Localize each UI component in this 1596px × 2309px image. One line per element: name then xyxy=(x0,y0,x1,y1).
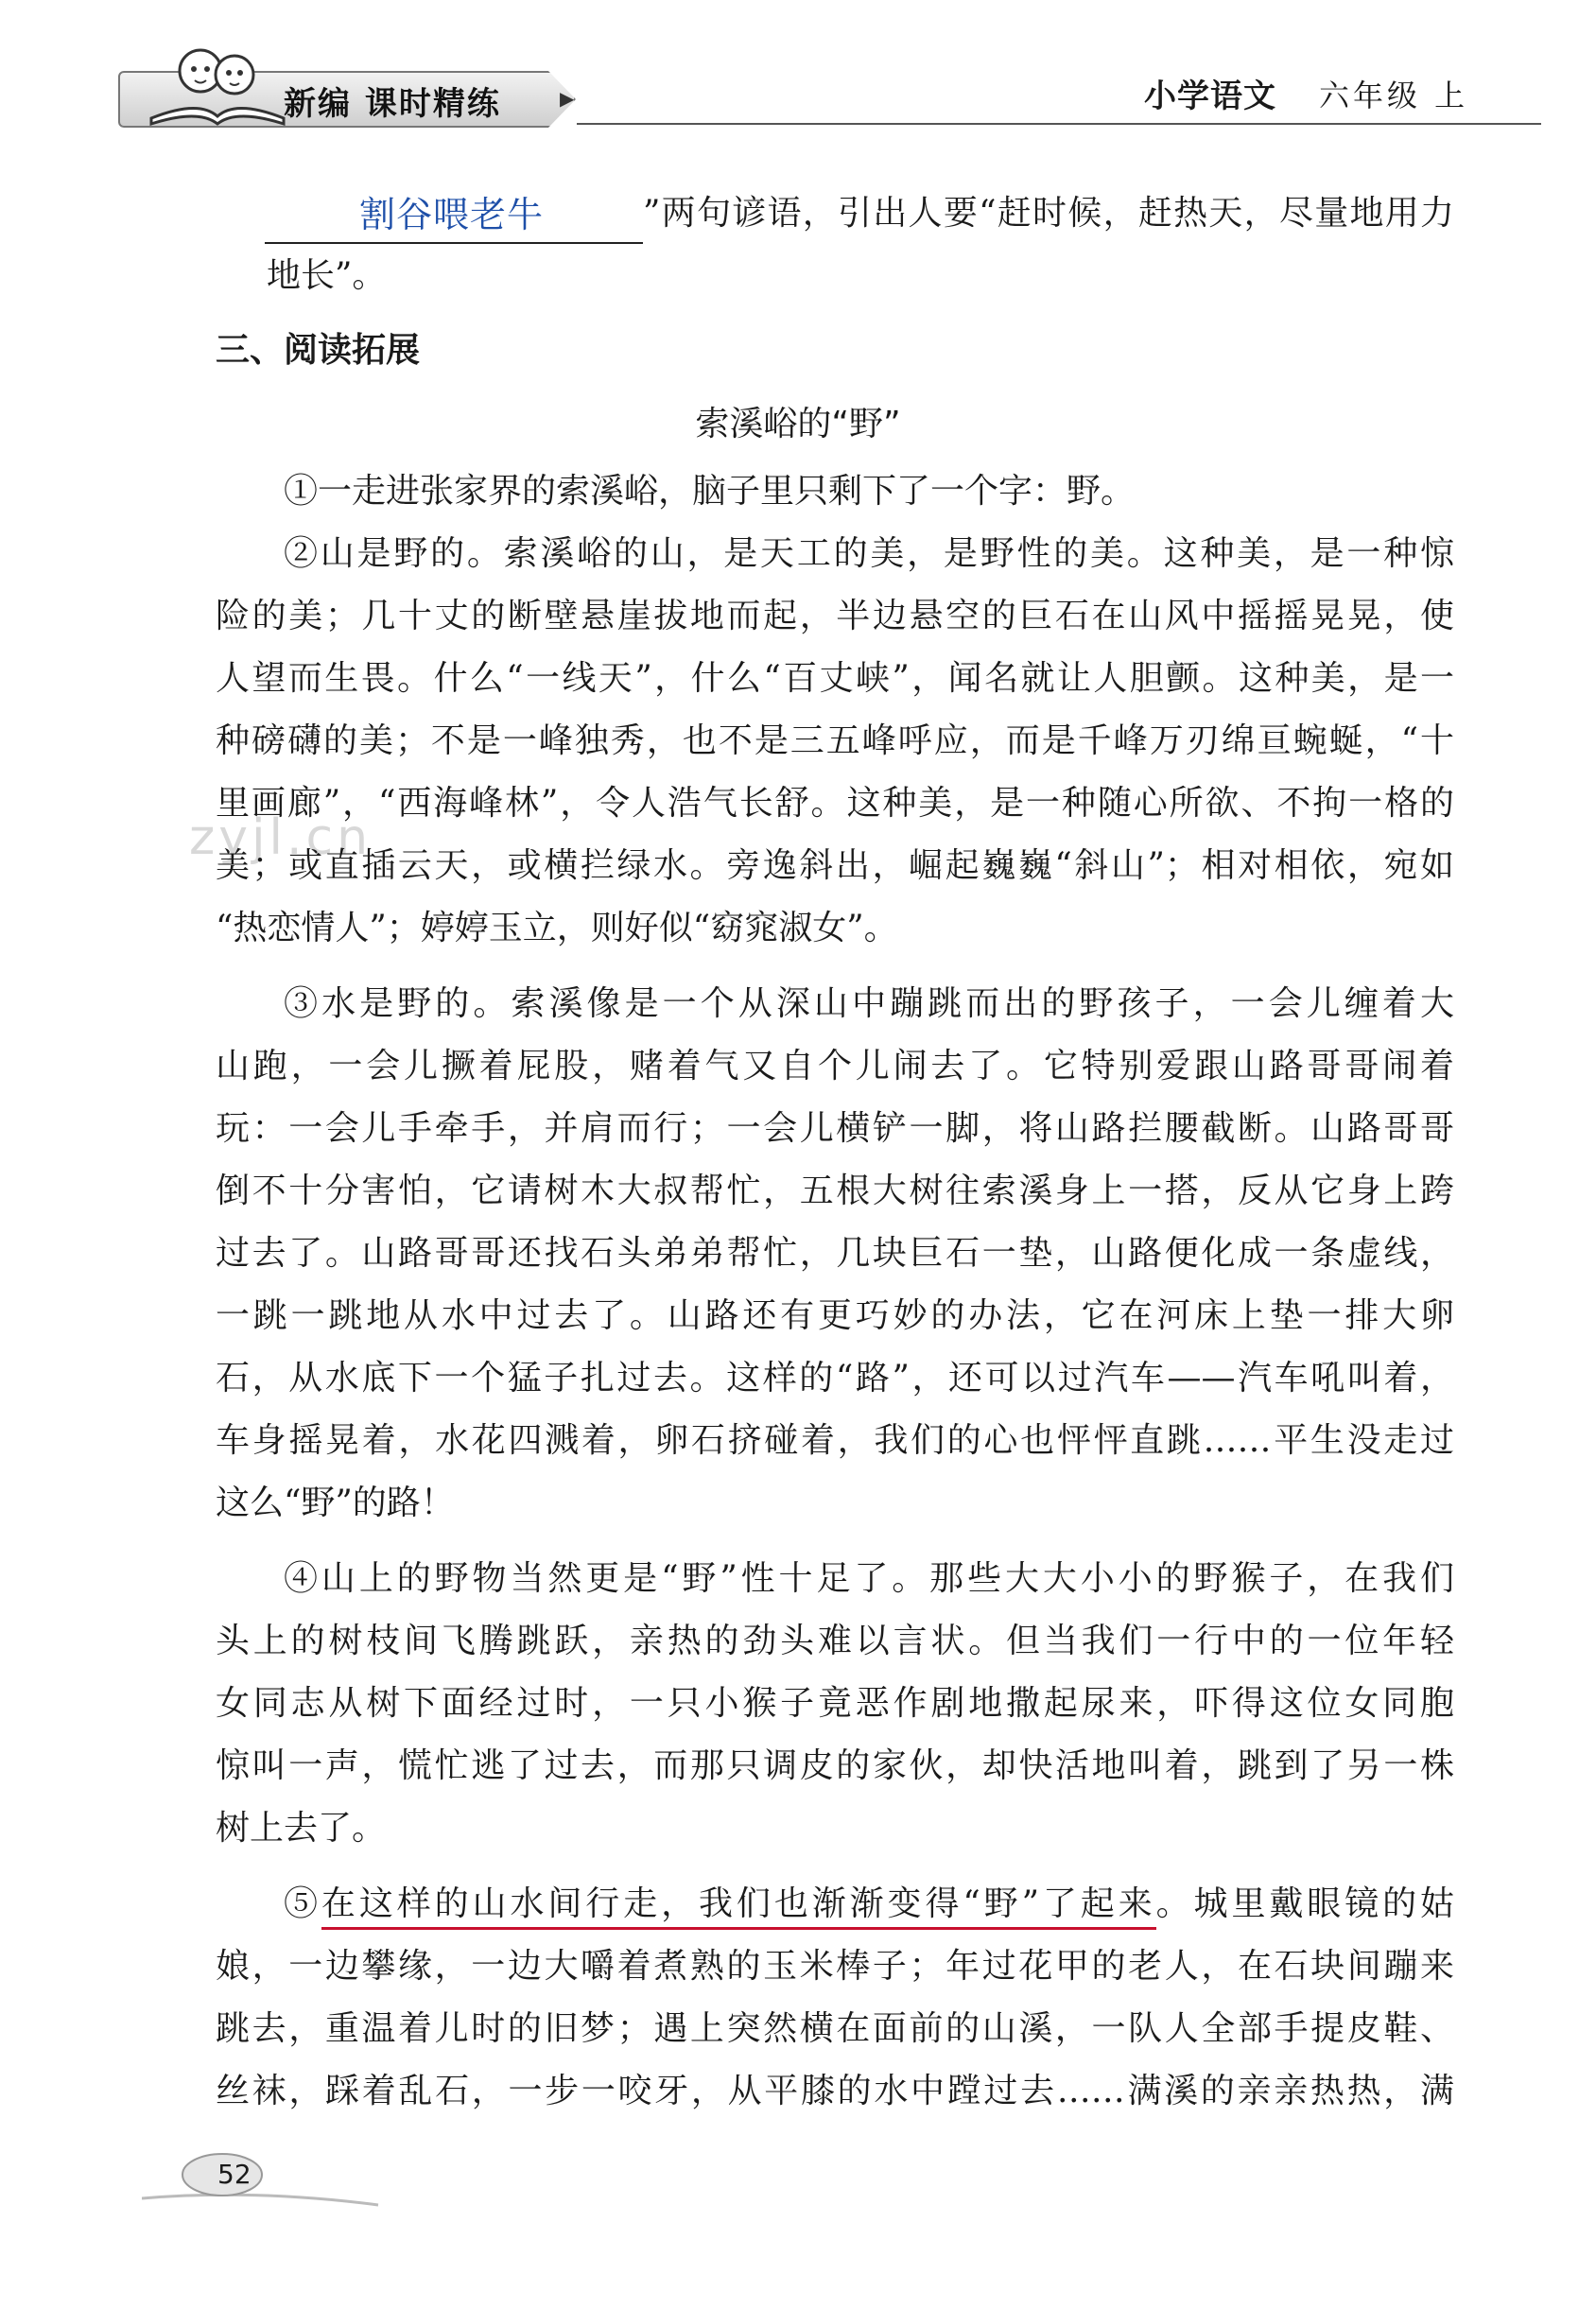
subject-label: 小学语文 xyxy=(1144,78,1276,115)
paragraph-line: ②山是野的。索溪峪的山，是天工的美，是野性的美。这种美，是一种惊 xyxy=(284,534,1454,573)
paragraph-line: 头上的树枝间飞腾跳跃，亲热的劲头难以言状。但当我们一行中的一位年轻 xyxy=(216,1622,1454,1660)
paragraph-line: 险的美；几十丈的断壁悬崖拔地而起，半边悬空的巨石在山风中摇摇晃晃，使 xyxy=(216,597,1454,635)
page-corner-decoration xyxy=(142,2146,388,2213)
answer-blank-line xyxy=(265,242,643,244)
paragraph-line: ①一走进张家界的索溪峪，脑子里只剩下了一个字：野。 xyxy=(284,472,1136,511)
header-divider xyxy=(577,123,1541,125)
underlined-sentence: 在这样的山水间行走，我们也渐渐变得“野”了起来 xyxy=(321,1884,1156,1930)
paragraph-line: 一跳一跳地从水中过去了。山路还有更巧妙的办法，它在河床上垫一排大卵 xyxy=(216,1296,1454,1335)
series-name: 新编 课时精练 xyxy=(284,85,501,123)
paragraph-line: 过去了。山路哥哥还找石头弟弟帮忙，几块巨石一垫，山路便化成一条虚线， xyxy=(216,1234,1454,1273)
paragraph-line: 石，从水底下一个猛子扎过去。这样的“路”，还可以过汽车——汽车吼叫着， xyxy=(216,1359,1454,1398)
book-mascot-icon xyxy=(142,33,293,128)
paragraph-number: ⑤ xyxy=(284,1884,321,1923)
paragraph-line: 惊叫一声，慌忙逃了过去，而那只调皮的家伙，却快活地叫着，跳到了另一株 xyxy=(216,1746,1454,1785)
paragraph-line: 这么“野”的路！ xyxy=(216,1484,455,1522)
triangle-right-icon: ▶ xyxy=(560,87,575,110)
paragraph-line: 山跑，一会儿撅着屁股，赌着气又自个儿闹去了。它特别爱跟山路哥哥闹着 xyxy=(216,1047,1454,1085)
grade-label: 六年级 上 xyxy=(1319,78,1469,113)
paragraph-line: 树上去了。 xyxy=(216,1809,387,1848)
paragraph-line: 里画廊”，“西海峰林”，令人浩气长舒。这种美，是一种随心所欲、不拘一格的 xyxy=(216,784,1454,823)
text-line: ”两句谚语，引出人要“赶时候，赶热天，尽量地用力 xyxy=(643,194,1454,233)
paragraph-line: ③水是野的。索溪像是一个从深山中蹦跳而出的野孩子，一会儿缠着大 xyxy=(284,984,1454,1023)
paragraph-line xyxy=(284,1884,1454,1925)
paragraph-line: 倒不十分害怕，它请树木大叔帮忙，五根大树往索溪身上一搭，反从它身上跨 xyxy=(216,1172,1454,1210)
paragraph-line: ④山上的野物当然更是“野”性十足了。那些大大小小的野猴子，在我们 xyxy=(284,1559,1454,1598)
paragraph-line: 丝袜，踩着乱石，一步一咬牙，从平膝的水中蹚过去……满溪的亲亲热热，满 xyxy=(216,2072,1454,2110)
paragraph-line: “热恋情人”；婷婷玉立，则好似“窈窕淑女”。 xyxy=(216,909,898,947)
page-number: 52 xyxy=(217,2159,252,2190)
article-title: 索溪峪的“野” xyxy=(695,405,901,443)
paragraph-line: 种磅礴的美；不是一峰独秀，也不是三五峰呼应，而是千峰万刃绵亘蜿蜒，“十 xyxy=(216,721,1454,760)
paragraph-line: 女同志从树下面经过时，一只小猴子竟恶作剧地撒起尿来，吓得这位女同胞 xyxy=(216,1684,1454,1723)
paragraph-line: 车身摇晃着，水花四溅着，卵石挤碰着，我们的心也怦怦直跳……平生没走过 xyxy=(216,1421,1454,1460)
sentence-rest: 。城里戴眼镜的姑 xyxy=(1155,1884,1454,1923)
paragraph-line: 美；或直插云天，或横拦绿水。旁逸斜出，崛起巍巍“斜山”；相对相依，宛如 xyxy=(216,846,1454,885)
paragraph-line: 娘，一边攀缘，一边大嚼着煮熟的玉米棒子；年过花甲的老人，在石块间蹦来 xyxy=(216,1947,1454,1986)
paragraph-line: 人望而生畏。什么“一线天”，什么“百丈峡”，闻名就让人胆颤。这种美，是一 xyxy=(216,659,1454,698)
paragraph-line: 玩：一会儿手牵手，并肩而行；一会儿横铲一脚，将山路拦腰截断。山路哥哥 xyxy=(216,1109,1454,1148)
text-line: 地长”。 xyxy=(267,256,387,295)
section-heading: 三、阅读拓展 xyxy=(216,331,421,370)
handwritten-answer: 割谷喂老牛 xyxy=(359,194,545,235)
watermark: zyjl.cn xyxy=(189,809,373,866)
paragraph-line: 跳去，重温着儿时的旧梦；遇上突然横在面前的山溪，一队人全部手提皮鞋、 xyxy=(216,2009,1454,2048)
